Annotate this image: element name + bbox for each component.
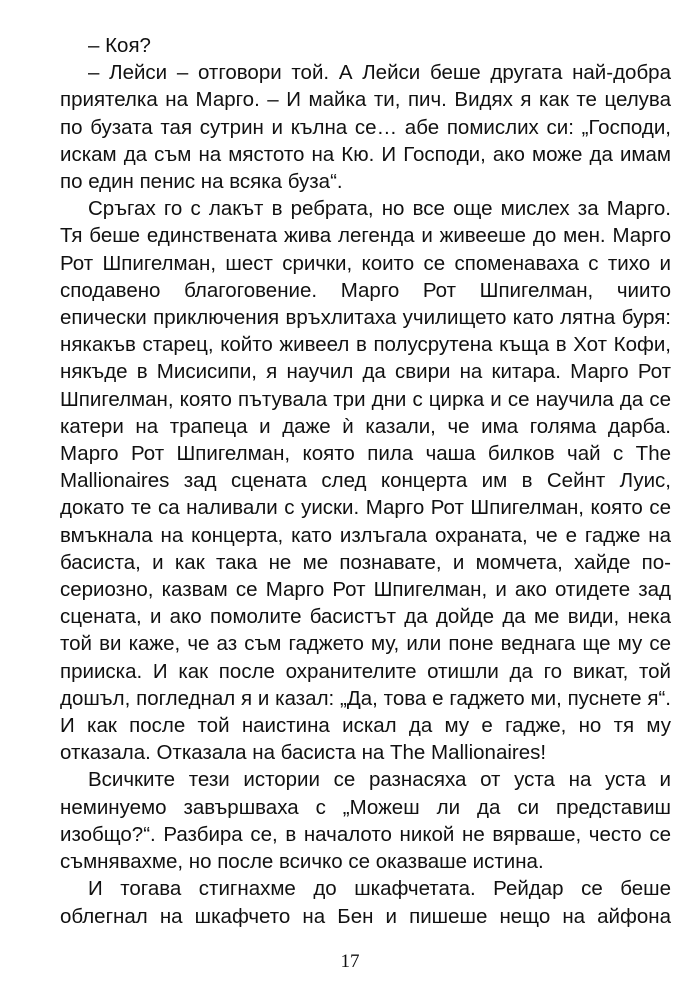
paragraph-4: Всичките тези истории се разнасяха от уста на уста и неминуемо завършваха с „Можеш ли да си представиш изобщо?“. Разбира се, в началото никой не вярваше, често се съмнявахме, но после всичко се оказваше истина.: [60, 768, 671, 874]
paragraph-2: – Лейси – отговори той. А Лейси беше другата най-добра приятелка на Марго. – И майка ти, пич. Видях я как те целува по бузата тая сутрин и кълна се… абе помислих си: „Господи, искам да съм на мястото на Кю. И Господи, ако може да имам по един пенис на всяка буза“.: [60, 61, 671, 194]
paragraph-5: И тогава стигнахме до шкафчетата. Рейдар се беше облегнал на шкафчето на Бен и пишеше нещо на айфона: [60, 877, 671, 928]
paragraph-1: – Коя?: [88, 34, 151, 57]
body-text: [60, 32, 671, 930]
paragraph-3: Сръгах го с лакът в ребрата, но все още мислех за Марго. Тя беше единствената жива легенда и живееше до мен. Марго Рот Шпигелман, шест срички, които се споменаваха с тихо и сподавено благоговение. Марго Рот Шпигелман, чиито епически приключения връхлитаха училището като лятна буря: някакъв старец, който живеел в полусрутена къща в Хот Кофи, някъде в Мисисипи, я научил да свири на китара. Марго Рот Шпигелман, която пътувала три дни с цирка и се научила да се катери на трапеца и даже ѝ казали, че има голяма дарба. Марго Рот Шпигелман, която пила чаша билков чай с The Mallionaires зад сцената след концерта им в Сейнт Луис, докато те са наливали с уиски. Марго Рот Шпигелман, която се вмъкнала на концерта, като излъгала охраната, че е гадже на басиста, и как така не ме познавате, и момчета, хайде по-сериозно, казвам се Марго Рот Шпигелман, и ако отидете зад сцената, и ако помолите басистът да дойде да ме види, нека той ви каже, че аз съм гаджето му, или поне веднага ще му се прииска. И как после охранителите отишли да го викат, той дошъл, погледнал я и казал: „Да, това е гаджето ми, пуснете я“. И как после той наистина искал да му е гадже, но тя му отказала. Отказала на басиста на The Mallionaires!: [60, 197, 671, 765]
page-number: 17: [340, 951, 360, 972]
